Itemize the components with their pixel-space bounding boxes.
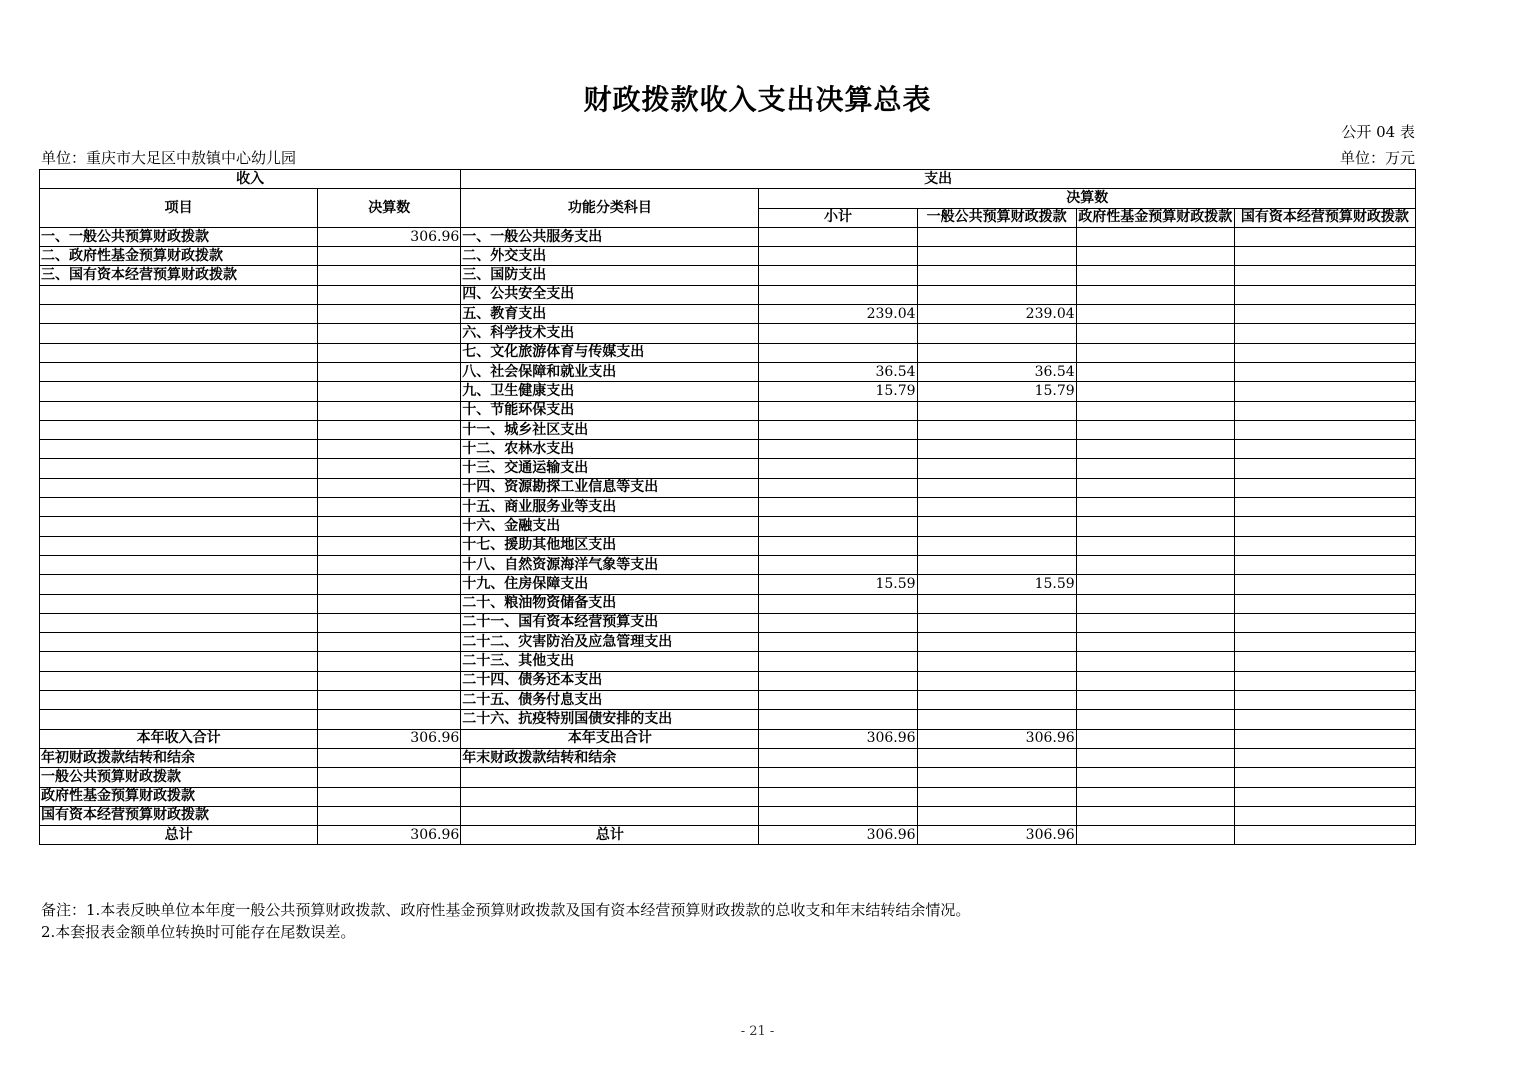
expense-item-cell: 年末财政拨款结转和结余 xyxy=(461,748,759,767)
income-item-cell xyxy=(40,517,318,536)
expense-item-cell: 二十五、债务付息支出 xyxy=(461,691,759,710)
header-row-1 xyxy=(40,170,1416,189)
income-amount-cell xyxy=(318,285,461,304)
gov-fund-cell xyxy=(1076,401,1234,420)
subtotal-cell xyxy=(759,652,917,671)
gov-fund-cell xyxy=(1076,305,1234,324)
general-budget-cell xyxy=(917,459,1076,478)
income-item-cell: 三、国有资本经营预算财政拨款 xyxy=(40,266,318,285)
income-amount-cell xyxy=(318,517,461,536)
income-amount-cell xyxy=(318,459,461,478)
state-capital-cell xyxy=(1234,806,1415,825)
state-capital-cell xyxy=(1234,710,1415,729)
expense-item-cell: 十五、商业服务业等支出 xyxy=(461,498,759,517)
expense-item-cell: 二、外交支出 xyxy=(461,247,759,266)
expense-item-cell: 二十二、灾害防治及应急管理支出 xyxy=(461,633,759,652)
income-item-cell xyxy=(40,691,318,710)
general-budget-cell xyxy=(917,285,1076,304)
income-amount-cell xyxy=(318,498,461,517)
header-amount: 决算数 xyxy=(318,189,461,228)
expense-item-cell: 二十一、国有资本经营预算支出 xyxy=(461,613,759,632)
income-amount-cell xyxy=(318,440,461,459)
subtotal-cell: 15.79 xyxy=(759,382,917,401)
gov-fund-cell xyxy=(1076,652,1234,671)
subtotal-cell xyxy=(759,227,917,246)
income-amount-cell xyxy=(318,575,461,594)
subtotal-cell xyxy=(759,806,917,825)
state-capital-cell xyxy=(1234,401,1415,420)
state-capital-cell xyxy=(1234,362,1415,381)
income-item-cell xyxy=(40,478,318,497)
subtotal-cell xyxy=(759,401,917,420)
table-row xyxy=(40,594,1416,613)
gov-fund-cell xyxy=(1076,517,1234,536)
expense-item-cell: 一、一般公共服务支出 xyxy=(461,227,759,246)
general-budget-cell xyxy=(917,266,1076,285)
expense-item-cell: 十一、城乡社区支出 xyxy=(461,420,759,439)
subtotal-cell xyxy=(759,324,917,343)
expense-item-cell xyxy=(461,768,759,787)
carry-over-row xyxy=(40,787,1416,806)
expense-item-cell: 十、节能环保支出 xyxy=(461,401,759,420)
gov-fund-cell xyxy=(1076,613,1234,632)
income-item-cell xyxy=(40,536,318,555)
income-amount-cell: 306.96 xyxy=(318,729,461,748)
income-item-cell: 年初财政拨款结转和结余 xyxy=(40,748,318,767)
income-item-cell: 一、一般公共预算财政拨款 xyxy=(40,227,318,246)
income-amount-cell xyxy=(318,768,461,787)
gov-fund-cell xyxy=(1076,633,1234,652)
general-budget-cell xyxy=(917,633,1076,652)
income-item-cell xyxy=(40,440,318,459)
general-budget-cell xyxy=(917,671,1076,690)
expense-item-cell: 二十四、债务还本支出 xyxy=(461,671,759,690)
table-row xyxy=(40,285,1416,304)
state-capital-cell xyxy=(1234,691,1415,710)
income-amount-cell xyxy=(318,671,461,690)
income-item-cell xyxy=(40,343,318,362)
table-row xyxy=(40,691,1416,710)
header-final: 决算数 xyxy=(759,189,1416,208)
table-row xyxy=(40,517,1416,536)
subtotal-cell xyxy=(759,420,917,439)
income-amount-cell xyxy=(318,806,461,825)
note-1: 备注：1.本表反映单位本年度一般公共预算财政拨款、政府性基金预算财政拨款及国有资本经营预算财政拨款的总收支和年末结转结余情况。 xyxy=(41,901,971,919)
gov-fund-cell xyxy=(1076,459,1234,478)
page-title: 财政拨款收入支出决算总表 xyxy=(583,83,932,116)
income-amount-cell xyxy=(318,324,461,343)
currency-unit: 单位：万元 xyxy=(1339,149,1415,167)
gov-fund-cell xyxy=(1076,324,1234,343)
expense-item-cell: 十九、住房保障支出 xyxy=(461,575,759,594)
subtotal-cell xyxy=(759,498,917,517)
subtotal-cell xyxy=(759,748,917,767)
table-row xyxy=(40,671,1416,690)
general-budget-cell xyxy=(917,594,1076,613)
state-capital-cell xyxy=(1234,613,1415,632)
header-func: 功能分类科目 xyxy=(461,189,759,228)
income-amount-cell xyxy=(318,382,461,401)
gov-fund-cell xyxy=(1076,420,1234,439)
header-general: 一般公共预算财政拨款 xyxy=(917,208,1076,227)
table-row xyxy=(40,459,1416,478)
general-budget-cell xyxy=(917,401,1076,420)
gov-fund-cell xyxy=(1076,440,1234,459)
state-capital-cell xyxy=(1234,478,1415,497)
state-capital-cell xyxy=(1234,382,1415,401)
general-budget-cell xyxy=(917,691,1076,710)
income-amount-cell xyxy=(318,401,461,420)
state-capital-cell xyxy=(1234,498,1415,517)
income-item-cell xyxy=(40,671,318,690)
gov-fund-cell xyxy=(1076,343,1234,362)
gov-fund-cell xyxy=(1076,266,1234,285)
income-item-cell: 政府性基金预算财政拨款 xyxy=(40,787,318,806)
subtotal-cell xyxy=(759,266,917,285)
income-item-cell: 一般公共预算财政拨款 xyxy=(40,768,318,787)
subtotal-cell xyxy=(759,613,917,632)
expense-item-cell: 十四、资源勘探工业信息等支出 xyxy=(461,478,759,497)
income-item-cell xyxy=(40,285,318,304)
income-item-cell xyxy=(40,324,318,343)
table-row xyxy=(40,305,1416,324)
table-row xyxy=(40,536,1416,555)
income-item-cell: 国有资本经营预算财政拨款 xyxy=(40,806,318,825)
subtotal-cell xyxy=(759,459,917,478)
gov-fund-cell xyxy=(1076,671,1234,690)
expense-item-cell: 十二、农林水支出 xyxy=(461,440,759,459)
table-row xyxy=(40,710,1416,729)
gov-fund-cell xyxy=(1076,594,1234,613)
budget-table xyxy=(39,169,1416,845)
subtotal-cell: 239.04 xyxy=(759,305,917,324)
table-row xyxy=(40,401,1416,420)
subtotal-cell xyxy=(759,671,917,690)
state-capital-cell xyxy=(1234,517,1415,536)
income-item-cell: 二、政府性基金预算财政拨款 xyxy=(40,247,318,266)
expense-item-cell: 总计 xyxy=(461,826,759,845)
state-capital-cell xyxy=(1234,787,1415,806)
gov-fund-cell xyxy=(1076,362,1234,381)
general-budget-cell xyxy=(917,420,1076,439)
income-amount-cell xyxy=(318,305,461,324)
gov-fund-cell xyxy=(1076,555,1234,574)
subtotal-cell: 306.96 xyxy=(759,826,917,845)
income-item-cell xyxy=(40,633,318,652)
income-amount-cell: 306.96 xyxy=(318,826,461,845)
expense-item-cell: 二十六、抗疫特别国债安排的支出 xyxy=(461,710,759,729)
general-budget-cell xyxy=(917,324,1076,343)
income-amount-cell xyxy=(318,652,461,671)
state-capital-cell xyxy=(1234,671,1415,690)
income-item-cell: 本年收入合计 xyxy=(40,729,318,748)
state-capital-cell xyxy=(1234,227,1415,246)
state-capital-cell xyxy=(1234,305,1415,324)
expense-item-cell: 十六、金融支出 xyxy=(461,517,759,536)
expense-item-cell: 十三、交通运输支出 xyxy=(461,459,759,478)
carry-over-row xyxy=(40,806,1416,825)
income-item-cell xyxy=(40,710,318,729)
gov-fund-cell xyxy=(1076,227,1234,246)
table-row xyxy=(40,633,1416,652)
expense-item-cell xyxy=(461,806,759,825)
income-amount-cell xyxy=(318,633,461,652)
state-capital-cell xyxy=(1234,652,1415,671)
notes xyxy=(41,899,970,943)
income-amount-cell xyxy=(318,536,461,555)
state-capital-cell xyxy=(1234,536,1415,555)
table-row xyxy=(40,498,1416,517)
gov-fund-cell xyxy=(1076,729,1234,748)
income-item-cell xyxy=(40,420,318,439)
table-row xyxy=(40,652,1416,671)
gov-fund-cell xyxy=(1076,768,1234,787)
gov-fund-cell xyxy=(1076,575,1234,594)
income-amount-cell xyxy=(318,478,461,497)
table-row xyxy=(40,575,1416,594)
expense-item-cell: 十七、援助其他地区支出 xyxy=(461,536,759,555)
table-row xyxy=(40,382,1416,401)
header-row-2 xyxy=(40,189,1416,208)
header-fund: 政府性基金预算财政拨款 xyxy=(1076,208,1234,227)
general-budget-cell: 15.79 xyxy=(917,382,1076,401)
carry-over-row xyxy=(40,748,1416,767)
subtotal-cell xyxy=(759,691,917,710)
gov-fund-cell xyxy=(1076,536,1234,555)
income-amount-cell xyxy=(318,748,461,767)
general-budget-cell xyxy=(917,247,1076,266)
general-budget-cell: 306.96 xyxy=(917,826,1076,845)
subtotal-cell xyxy=(759,536,917,555)
state-capital-cell xyxy=(1234,729,1415,748)
subtotal-cell xyxy=(759,517,917,536)
table-row xyxy=(40,266,1416,285)
gov-fund-cell xyxy=(1076,748,1234,767)
income-item-cell xyxy=(40,498,318,517)
income-item-cell xyxy=(40,362,318,381)
subtotal-cell: 306.96 xyxy=(759,729,917,748)
gov-fund-cell xyxy=(1076,285,1234,304)
general-budget-cell: 36.54 xyxy=(917,362,1076,381)
income-item-cell xyxy=(40,401,318,420)
expense-item-cell: 八、社会保障和就业支出 xyxy=(461,362,759,381)
gov-fund-cell xyxy=(1076,691,1234,710)
income-item-cell xyxy=(40,382,318,401)
gov-fund-cell xyxy=(1076,478,1234,497)
header-subtotal: 小计 xyxy=(759,208,917,227)
state-capital-cell xyxy=(1234,285,1415,304)
state-capital-cell xyxy=(1234,575,1415,594)
general-budget-cell xyxy=(917,748,1076,767)
table-row xyxy=(40,478,1416,497)
header-expense: 支出 xyxy=(461,170,1416,189)
income-amount-cell xyxy=(318,247,461,266)
state-capital-cell xyxy=(1234,420,1415,439)
expense-item-cell: 二十、粮油物资储备支出 xyxy=(461,594,759,613)
state-capital-cell xyxy=(1234,266,1415,285)
income-amount-cell xyxy=(318,787,461,806)
expense-item-cell: 本年支出合计 xyxy=(461,729,759,748)
gov-fund-cell xyxy=(1076,498,1234,517)
subtotal-cell: 36.54 xyxy=(759,362,917,381)
table-row xyxy=(40,362,1416,381)
subtotal-cell xyxy=(759,440,917,459)
note-2: 2.本套报表金额单位转换时可能存在尾数误差。 xyxy=(41,923,356,941)
gov-fund-cell xyxy=(1076,247,1234,266)
general-budget-cell: 306.96 xyxy=(917,729,1076,748)
table-row xyxy=(40,247,1416,266)
gov-fund-cell xyxy=(1076,710,1234,729)
income-item-cell: 总计 xyxy=(40,826,318,845)
general-budget-cell xyxy=(917,517,1076,536)
table-row xyxy=(40,343,1416,362)
table-row xyxy=(40,440,1416,459)
expense-item-cell: 九、卫生健康支出 xyxy=(461,382,759,401)
gov-fund-cell xyxy=(1076,382,1234,401)
income-item-cell xyxy=(40,594,318,613)
gov-fund-cell xyxy=(1076,787,1234,806)
state-capital-cell xyxy=(1234,826,1415,845)
general-budget-cell xyxy=(917,343,1076,362)
table-row xyxy=(40,227,1416,246)
subtotal-cell xyxy=(759,343,917,362)
gov-fund-cell xyxy=(1076,806,1234,825)
general-budget-cell xyxy=(917,536,1076,555)
expense-item-cell: 五、教育支出 xyxy=(461,305,759,324)
state-capital-cell xyxy=(1234,594,1415,613)
table-row xyxy=(40,555,1416,574)
income-item-cell xyxy=(40,652,318,671)
page-number: - 21 - xyxy=(740,1024,775,1039)
income-amount-cell xyxy=(318,420,461,439)
income-amount-cell xyxy=(318,266,461,285)
general-budget-cell xyxy=(917,710,1076,729)
subtotal-cell: 15.59 xyxy=(759,575,917,594)
state-capital-cell xyxy=(1234,324,1415,343)
general-budget-cell xyxy=(917,440,1076,459)
general-budget-cell: 239.04 xyxy=(917,305,1076,324)
general-budget-cell xyxy=(917,787,1076,806)
state-capital-cell xyxy=(1234,459,1415,478)
income-item-cell xyxy=(40,613,318,632)
grand-total-row xyxy=(40,826,1416,845)
general-budget-cell xyxy=(917,613,1076,632)
state-capital-cell xyxy=(1234,768,1415,787)
subtotal-cell xyxy=(759,555,917,574)
income-amount-cell xyxy=(318,710,461,729)
carry-over-row xyxy=(40,768,1416,787)
header-state: 国有资本经营预算财政拨款 xyxy=(1234,208,1415,227)
subtotal-cell xyxy=(759,594,917,613)
general-budget-cell xyxy=(917,498,1076,517)
state-capital-cell xyxy=(1234,440,1415,459)
general-budget-cell xyxy=(917,555,1076,574)
income-item-cell xyxy=(40,555,318,574)
table-row xyxy=(40,613,1416,632)
general-budget-cell xyxy=(917,227,1076,246)
reporting-unit: 单位：重庆市大足区中敖镇中心幼儿园 xyxy=(41,149,297,167)
general-budget-cell xyxy=(917,652,1076,671)
income-amount-cell xyxy=(318,555,461,574)
income-amount-cell xyxy=(318,343,461,362)
subtotal-cell xyxy=(759,247,917,266)
income-item-cell xyxy=(40,575,318,594)
income-amount-cell xyxy=(318,594,461,613)
year-total-row xyxy=(40,729,1416,748)
state-capital-cell xyxy=(1234,247,1415,266)
subtotal-cell xyxy=(759,478,917,497)
expense-item-cell: 十八、自然资源海洋气象等支出 xyxy=(461,555,759,574)
income-item-cell xyxy=(40,459,318,478)
income-amount-cell: 306.96 xyxy=(318,227,461,246)
income-amount-cell xyxy=(318,362,461,381)
subtotal-cell xyxy=(759,787,917,806)
header-income: 收入 xyxy=(40,170,461,189)
general-budget-cell xyxy=(917,768,1076,787)
subtotal-cell xyxy=(759,768,917,787)
gov-fund-cell xyxy=(1076,826,1234,845)
state-capital-cell xyxy=(1234,343,1415,362)
header-item: 项目 xyxy=(40,189,318,228)
expense-item-cell: 四、公共安全支出 xyxy=(461,285,759,304)
income-amount-cell xyxy=(318,613,461,632)
expense-item-cell: 三、国防支出 xyxy=(461,266,759,285)
state-capital-cell xyxy=(1234,748,1415,767)
general-budget-cell xyxy=(917,806,1076,825)
table-row xyxy=(40,324,1416,343)
income-amount-cell xyxy=(318,691,461,710)
subtotal-cell xyxy=(759,633,917,652)
subtotal-cell xyxy=(759,710,917,729)
expense-item-cell: 六、科学技术支出 xyxy=(461,324,759,343)
income-item-cell xyxy=(40,305,318,324)
expense-item-cell xyxy=(461,787,759,806)
table-row xyxy=(40,420,1416,439)
expense-item-cell: 七、文化旅游体育与传媒支出 xyxy=(461,343,759,362)
general-budget-cell: 15.59 xyxy=(917,575,1076,594)
state-capital-cell xyxy=(1234,555,1415,574)
expense-item-cell: 二十三、其他支出 xyxy=(461,652,759,671)
general-budget-cell xyxy=(917,478,1076,497)
form-number: 公开 04 表 xyxy=(1341,123,1415,141)
state-capital-cell xyxy=(1234,633,1415,652)
subtotal-cell xyxy=(759,285,917,304)
